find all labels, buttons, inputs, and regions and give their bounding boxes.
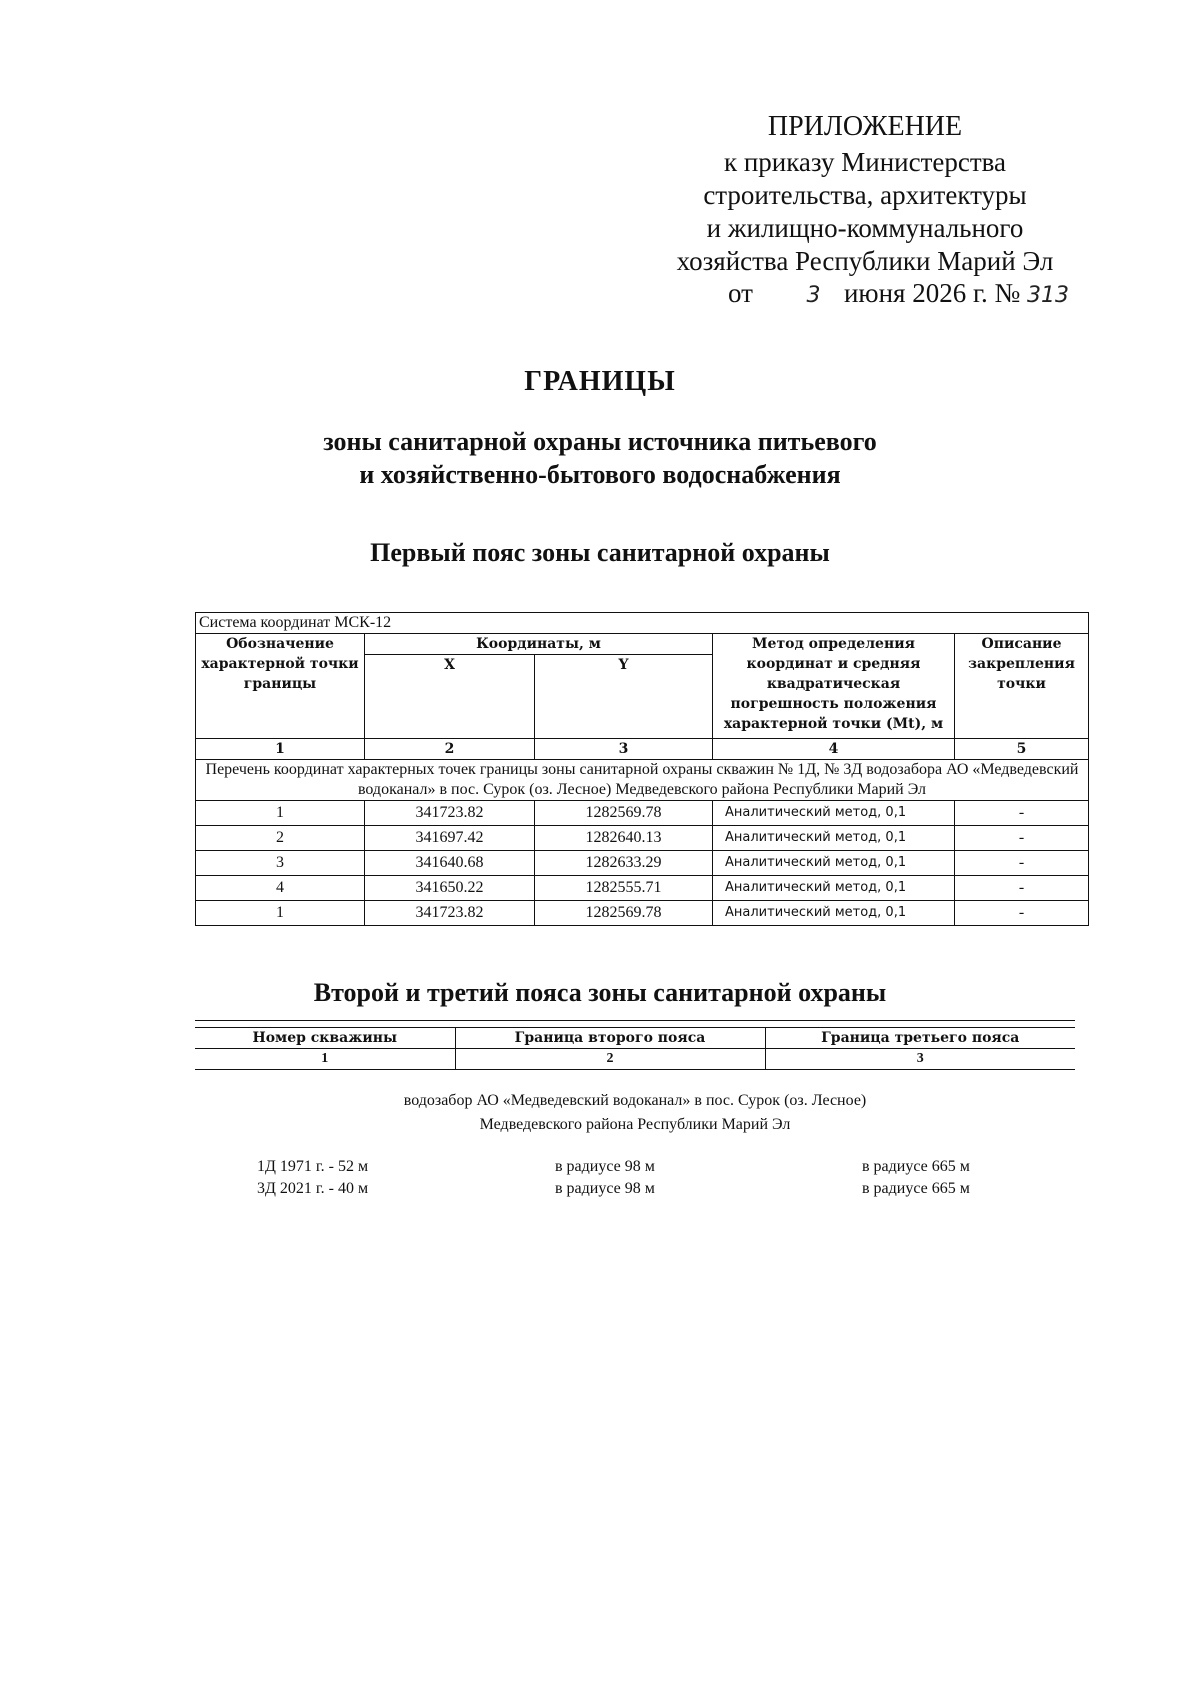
cell-method: Аналитический метод, 0,1 [713, 826, 955, 851]
cell-desc: - [955, 851, 1089, 876]
cell-point: 1 [196, 801, 365, 826]
cell-y: 1282640.13 [535, 826, 713, 851]
table-row [196, 801, 1089, 826]
well-2: 3Д 2021 г. - 40 м [257, 1180, 369, 1197]
cell-method: Аналитический метод, 0,1 [713, 851, 955, 876]
cell-y: 1282569.78 [535, 901, 713, 926]
date-rest: июня 2026 г. № [843, 278, 1021, 308]
cell-point: 3 [196, 851, 365, 876]
appendix-line-4: хозяйства Республики Марий Эл [676, 246, 1054, 276]
belt1-coordinates-table [195, 612, 1089, 926]
subtitle-line-2: и хозяйственно-бытового водоснабжения [359, 460, 841, 489]
well-2-third-belt: в радиусе 665 м [862, 1180, 970, 1197]
header-description: Описание закрепления точки [955, 634, 1089, 739]
appendix-title: ПРИЛОЖЕНИЕ [767, 111, 963, 142]
cell-desc: - [955, 901, 1089, 926]
cell-desc: - [955, 801, 1089, 826]
cell-desc: - [955, 876, 1089, 901]
coordinate-system: Система координат МСК-12 [196, 613, 1089, 634]
cell-x: 341723.82 [365, 801, 535, 826]
col-num-1: 1 [196, 739, 365, 760]
col-num-1: 1 [195, 1049, 455, 1070]
table-top-rule [195, 1020, 1075, 1021]
well-2-second-belt: в радиусе 98 м [555, 1180, 655, 1197]
cell-method: Аналитический метод, 0,1 [713, 876, 955, 901]
well-1-third-belt: в радиусе 665 м [862, 1158, 970, 1175]
belt23-column-numbers-row [195, 1049, 1075, 1070]
header-y: Y [535, 655, 713, 739]
order-number-handwritten: 313 [1026, 283, 1069, 308]
table-row [196, 851, 1089, 876]
cell-x: 341723.82 [365, 901, 535, 926]
header-method: Метод определения координат и средняя квадратическая погрешность положения характерной точки (Mt), м [713, 634, 955, 739]
col-num-4: 4 [713, 739, 955, 760]
header-well-number: Номер скважины [195, 1028, 455, 1049]
header-third-belt: Граница третьего пояса [765, 1028, 1075, 1049]
cell-y: 1282633.29 [535, 851, 713, 876]
header-second-belt: Граница второго пояса [455, 1028, 765, 1049]
intake-line-1: водозабор АО «Медведевский водоканал» в пос. Сурок (оз. Лесное) [403, 1092, 867, 1109]
cell-point: 4 [196, 876, 365, 901]
appendix-line-2: строительства, архитектуры [703, 180, 1027, 210]
col-num-3: 3 [765, 1049, 1075, 1070]
cell-desc: - [955, 826, 1089, 851]
cell-point: 1 [196, 901, 365, 926]
header-coordinates: Координаты, м [365, 634, 713, 655]
well-1: 1Д 1971 г. - 52 м [257, 1158, 369, 1175]
cell-x: 341650.22 [365, 876, 535, 901]
document-subtitle [0, 425, 1200, 491]
appendix-line-3: и жилищно-коммунального [706, 213, 1024, 243]
header-x: X [365, 655, 535, 739]
col-num-2: 2 [455, 1049, 765, 1070]
header-point: Обозначение характерной точки границы [196, 634, 365, 739]
cell-x: 341697.42 [365, 826, 535, 851]
appendix-line-1: к приказу Министерства [723, 147, 1007, 177]
cell-point: 2 [196, 826, 365, 851]
section-caption: Перечень координат характерных точек границы зоны санитарной охраны скважин № 1Д, № 3Д водозабора АО «Медведевский водоканал» в пос. Сурок (оз. Лесное) Медведевского района Республики Марий Эл [196, 760, 1089, 801]
coord-system-row [196, 613, 1089, 634]
col-num-2: 2 [365, 739, 535, 760]
subtitle-line-1: зоны санитарной охраны источника питьевого [323, 427, 877, 456]
date-day-handwritten: 3 [806, 283, 821, 308]
cell-x: 341640.68 [365, 851, 535, 876]
water-intake-caption [0, 1089, 1200, 1137]
appendix-date [728, 278, 1069, 309]
belt23-header-row [195, 1028, 1075, 1049]
date-prefix: от [728, 278, 753, 308]
section-caption-row [196, 760, 1089, 801]
table-row [196, 826, 1089, 851]
belt1-heading: Первый пояс зоны санитарной охраны [370, 538, 830, 567]
table-row [196, 901, 1089, 926]
col-num-5: 5 [955, 739, 1089, 760]
column-numbers-row [196, 739, 1089, 760]
belt23-heading: Второй и третий пояса зоны санитарной охраны [313, 978, 887, 1007]
intake-line-2: Медведевского района Республики Марий Эл [479, 1116, 791, 1133]
table-row [196, 876, 1089, 901]
cell-y: 1282555.71 [535, 876, 713, 901]
well-1-second-belt: в радиусе 98 м [555, 1158, 655, 1175]
col-num-3: 3 [535, 739, 713, 760]
document-title: ГРАНИЦЫ [524, 366, 676, 397]
header-row [196, 634, 1089, 655]
cell-method: Аналитический метод, 0,1 [713, 901, 955, 926]
cell-y: 1282569.78 [535, 801, 713, 826]
cell-method: Аналитический метод, 0,1 [713, 801, 955, 826]
belt23-table [195, 1027, 1075, 1070]
